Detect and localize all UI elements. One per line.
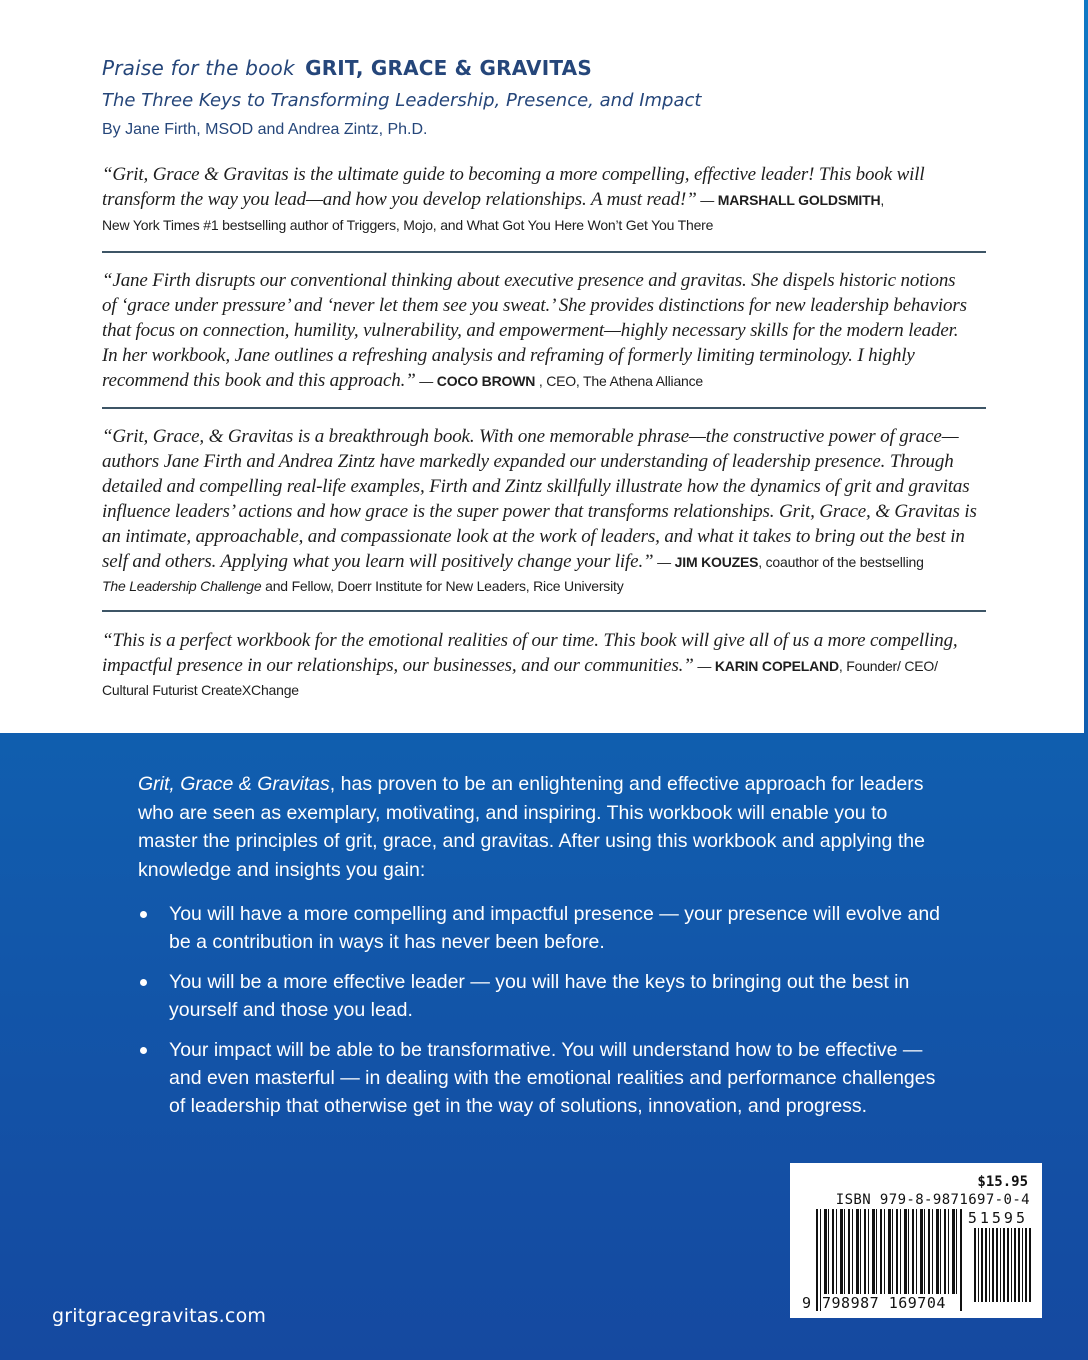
- book-title: GRIT, GRACE & GRAVITAS: [305, 56, 592, 80]
- attribution-name: COCO BROWN: [436, 373, 536, 389]
- ean-digits: 798987 169704: [822, 1294, 958, 1312]
- attribution-role-line: Cultural Futurist CreateXChange: [102, 682, 299, 698]
- quote-line: an intimate, approachable, and compassionate look at the work of leaders, and what it takes to bring out the best in: [102, 526, 965, 547]
- benefit-item: [138, 1036, 948, 1120]
- attribution-name: KARIN COPELAND: [714, 658, 839, 674]
- quote-line: authors Jane Firth and Andrea Zintz have markedly expanded our understanding of leadership presence. Through: [102, 451, 954, 472]
- quote-line: transform the way you lead—and how you develop relationships. A must read!”: [102, 189, 697, 210]
- quote-line-with-attribution: [102, 653, 986, 678]
- quote-line-with-attribution: [102, 549, 986, 574]
- benefits-list: [138, 900, 948, 1132]
- attribution-role: , CEO, The Athena Alliance: [535, 373, 704, 389]
- praise-heading: [102, 55, 592, 81]
- quote-line: “Grit, Grace & Gravitas is the ultimate guide to becoming a more compelling, effective leader! This book will: [102, 164, 925, 185]
- attribution-role: , Founder/ CEO/: [838, 658, 938, 674]
- benefit-item: [138, 968, 948, 1024]
- attribution-role-line: [102, 574, 986, 599]
- attribution-dash: —: [693, 658, 715, 674]
- quote-line: influence leaders’ actions and how grace is the super power that transforms relationships. Grit, Grace, & Gravitas is: [102, 501, 977, 522]
- quote-line: impactful presence in our relationships, our businesses, and our communities.”: [102, 655, 694, 676]
- quote-line: of ‘grace under pressure’ and ‘never let them see you sweat.’ She provides distinctions for new leadership behaviors: [102, 295, 967, 316]
- website-url: gritgracegravitas.com: [52, 1305, 267, 1327]
- divider: [102, 407, 986, 409]
- ean-lead-digit: 9: [802, 1294, 812, 1312]
- testimonial-goldsmith: [102, 162, 986, 238]
- quote-line: In her workbook, Jane outlines a refreshing analysis and reframing of formerly limiting terminology. I highly: [102, 345, 915, 366]
- isbn-label: ISBN 979-8-9871697-0-4: [835, 1192, 1030, 1208]
- supplement-bars-icon: [974, 1228, 1032, 1302]
- benefit-text: You will have a more compelling and impactful presence — your presence will evolve and be a contribution in ways it has never been before.: [169, 903, 941, 953]
- attribution-dash: —: [653, 554, 675, 570]
- quote-line: self and others. Applying what you learn will positively change your life.”: [102, 551, 654, 572]
- benefit-text: You will be a more effective leader — you will have the keys to bringing out the best in yourself and those you lead.: [169, 971, 910, 1021]
- praise-lead: Praise for the book: [102, 56, 295, 80]
- referenced-book-title: The Leadership Challenge: [102, 578, 262, 594]
- testimonial-brown: [102, 268, 986, 393]
- benefit-text: Your impact will be able to be transformative. You will understand how to be effective — and even masterful — in dealing with the emotional realities and performance challenges of leadership that otherwise get in the way of solutions, innovation, and progress.: [169, 1039, 936, 1117]
- divider: [102, 251, 986, 253]
- attribution-role-line: New York Times #1 bestselling author of Triggers, Mojo, and What Got You Here Won’t Get You There: [102, 217, 714, 233]
- attribution-role: ,: [880, 192, 885, 208]
- description-intro: [138, 770, 948, 884]
- quote-line: detailed and compelling real-life examples, Firth and Zintz skillfully illustrate how the dynamics of grit and gravitas: [102, 476, 970, 497]
- attribution-name: MARSHALL GOLDSMITH: [717, 192, 881, 208]
- attribution-name: JIM KOUZES: [674, 554, 759, 570]
- book-subtitle: The Three Keys to Transforming Leadership, Presence, and Impact: [102, 90, 702, 111]
- attribution-dash: —: [415, 373, 437, 389]
- isbn-barcode: [790, 1163, 1042, 1318]
- description-text: , has proven to be an enlightening and effective approach for leaders who are seen as exemplary, motivating, and inspiring. This workbook will enable you to master the principles of grit, grace, and gravitas. After using this workbook and applying the knowledge and insights you gain:: [138, 773, 925, 881]
- description-book-title: Grit, Grace & Gravitas: [138, 773, 330, 795]
- attribution-role: , coauthor of the bestselling: [758, 554, 924, 570]
- quote-line: recommend this book and this approach.”: [102, 370, 416, 391]
- divider: [102, 610, 986, 612]
- bullet-icon: [140, 911, 147, 918]
- quote-line-with-attribution: [102, 187, 986, 212]
- attribution-dash: —: [696, 192, 718, 208]
- quote-line-with-attribution: [102, 368, 986, 393]
- quote-line: “Jane Firth disrupts our conventional thinking about executive presence and gravitas. She dispels historic notions: [102, 270, 956, 291]
- quote-line: that focus on connection, humility, vulnerability, and empowerment—highly necessary skills for the modern leader.: [102, 320, 959, 341]
- testimonial-copeland: [102, 628, 986, 702]
- supplement-code: 51595: [967, 1209, 1028, 1227]
- book-description: [138, 770, 948, 884]
- attribution-role: and Fellow, Doerr Institute for New Leaders, Rice University: [261, 578, 624, 594]
- book-authors: By Jane Firth, MSOD and Andrea Zintz, Ph.D.: [102, 121, 428, 138]
- quote-line: “This is a perfect workbook for the emotional realities of our time. This book will give all of us a more compelling,: [102, 630, 958, 651]
- testimonial-kouzes: [102, 424, 986, 599]
- quote-line: “Grit, Grace, & Gravitas is a breakthrough book. With one memorable phrase—the constructive power of grace—: [102, 426, 959, 447]
- bullet-icon: [140, 1047, 147, 1054]
- benefit-item: [138, 900, 948, 956]
- price-label: $15.95: [977, 1174, 1028, 1190]
- bullet-icon: [140, 979, 147, 986]
